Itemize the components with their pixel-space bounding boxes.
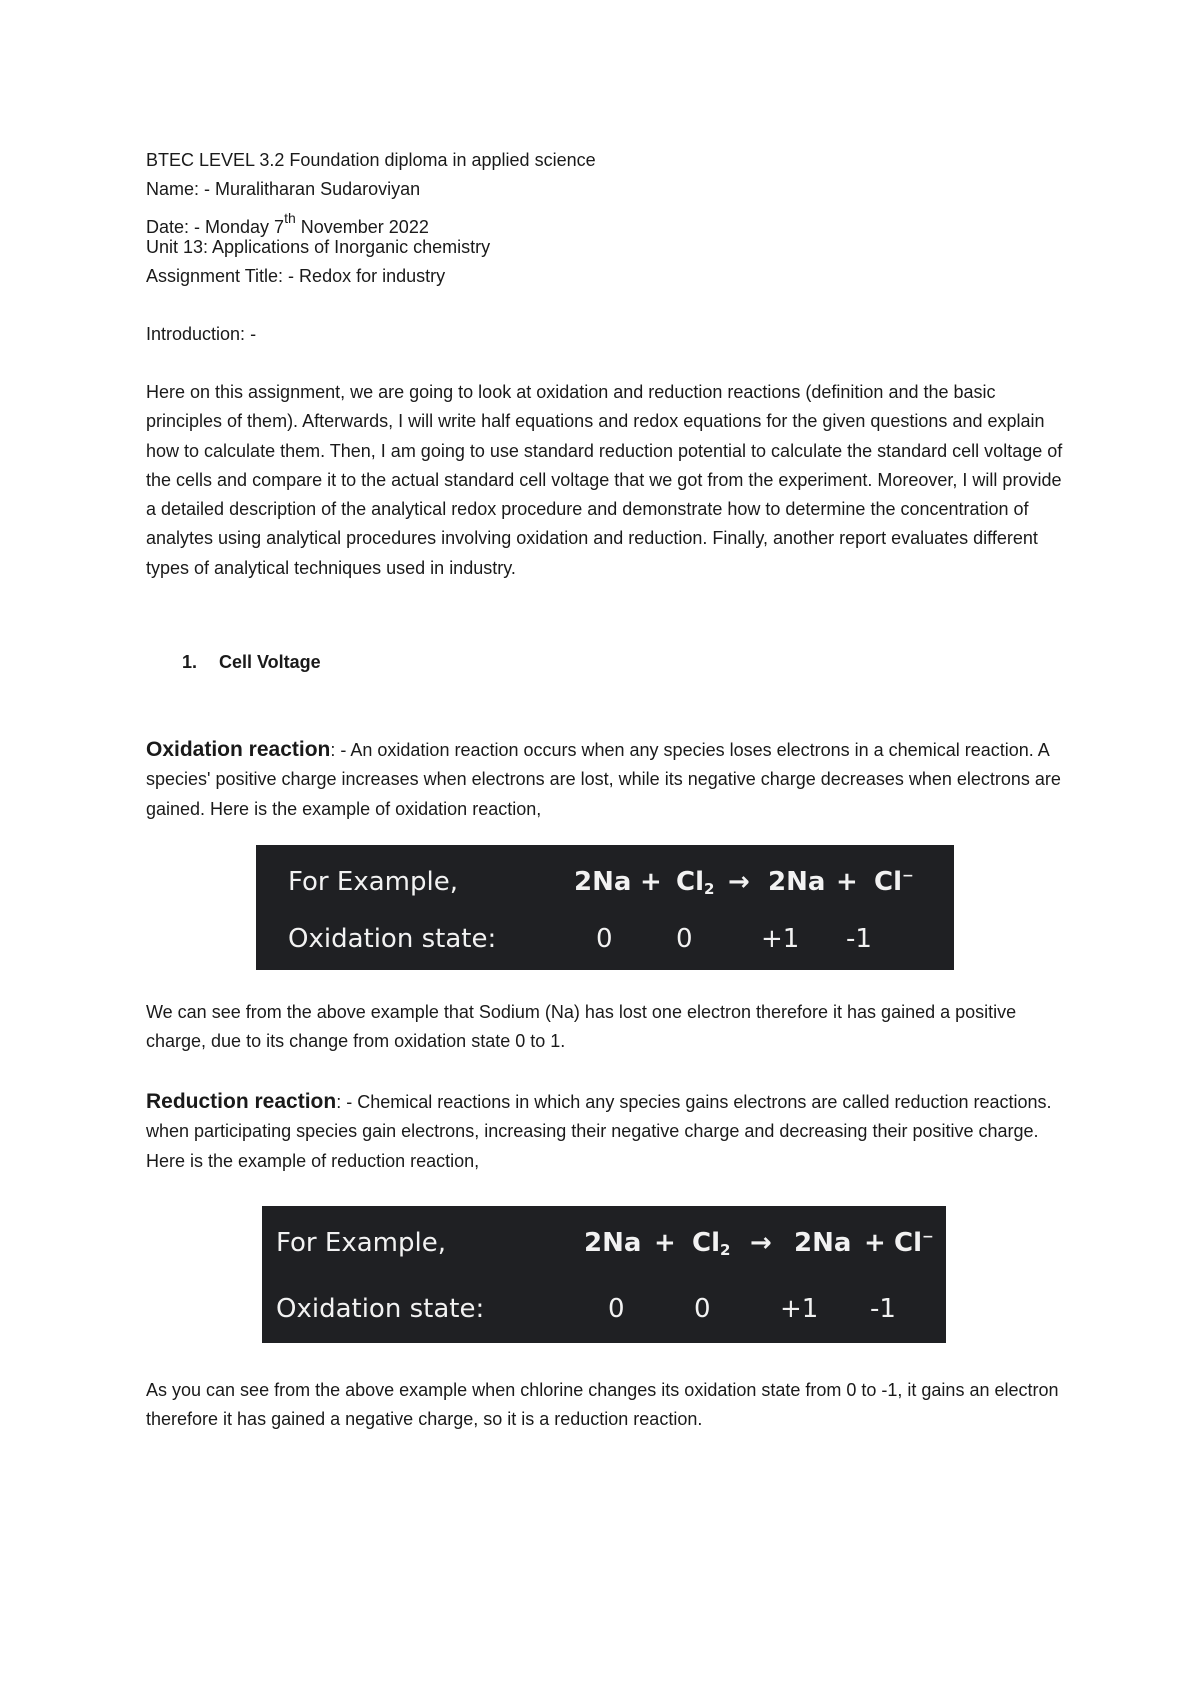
state-value: -1 xyxy=(870,1294,896,1324)
state-value: +1 xyxy=(780,1294,819,1324)
state-value: 0 xyxy=(596,924,613,954)
section-number: 1. xyxy=(182,652,198,672)
plus-sign: + xyxy=(640,867,662,897)
section-heading xyxy=(182,648,321,677)
oxidation-text: : - An oxidation reaction occurs when any species loses electrons in a chemical reaction. A species' positive charge increases when electrons are lost, while its negative charge decreases when electrons are gained. Here is the example of oxidation reaction, xyxy=(146,740,1061,819)
reactant-sodium: 2Na xyxy=(574,867,632,897)
intro-heading: Introduction: - xyxy=(146,324,257,344)
course-title: BTEC LEVEL 3.2 Foundation diploma in applied science xyxy=(146,150,596,170)
state-value: +1 xyxy=(761,924,800,954)
student-name xyxy=(146,175,420,204)
state-label: Oxidation state: xyxy=(288,924,497,954)
intro-paragraph xyxy=(146,378,1076,583)
state-value: 0 xyxy=(608,1294,625,1324)
unit-title: Unit 13: Applications of Inorganic chemistry xyxy=(146,237,491,257)
product-sodium: 2Na xyxy=(768,867,826,897)
product-sodium: 2Na xyxy=(794,1228,852,1258)
reduction-equation-image xyxy=(262,1206,946,1343)
oxidation-term: Oxidation reaction xyxy=(146,738,331,761)
reaction-arrow: → xyxy=(750,1228,772,1258)
date-label: Date: - Monday 7 xyxy=(146,217,285,237)
reduction-followup: As you can see from the above example when chlorine changes its oxidation state from 0 to -1, it gains an electron therefore it has gained a negative charge, so it is a reduction reaction. xyxy=(146,1380,1059,1430)
assignment-title: Assignment Title: - Redox for industry xyxy=(146,266,446,286)
name-value: Muralitharan Sudaroviyan xyxy=(215,179,421,199)
reactant-chlorine: $Cl_2$ xyxy=(692,1228,731,1259)
state-value: 0 xyxy=(676,924,693,954)
state-label: Oxidation state: xyxy=(276,1294,485,1324)
reduction-term: Reduction reaction xyxy=(146,1090,337,1113)
date-rest: November 2022 xyxy=(295,217,429,237)
section-title: Cell Voltage xyxy=(219,652,321,672)
oxidation-paragraph xyxy=(146,735,1076,824)
plus-sign: + xyxy=(836,867,858,897)
example-label: For Example, xyxy=(276,1228,446,1258)
oxidation-equation-image xyxy=(256,845,954,970)
product-chloride: Cl− xyxy=(874,867,914,897)
state-value: -1 xyxy=(846,924,872,954)
name-label: Name: - xyxy=(146,179,211,199)
oxidation-followup: We can see from the above example that Sodium (Na) has lost one electron therefore it has gained a positive charge, due to its change from oxidation state 0 to 1. xyxy=(146,1002,1017,1052)
reactant-sodium: 2Na xyxy=(584,1228,642,1258)
state-value: 0 xyxy=(694,1294,711,1324)
plus-sign: + xyxy=(654,1228,676,1258)
reduction-paragraph xyxy=(146,1087,1076,1176)
product-chloride: Cl− xyxy=(894,1228,934,1258)
intro-body: Here on this assignment, we are going to look at oxidation and reduction reactions (definition and the basic principles of them). Afterwards, I will write half equations and redox equations for the given questions and explain how to calculate them. Then, I am going to use standard reduction potential to calculate the standard cell voltage of the cells and compare it to the actual standard cell voltage that we got from the experiment. Moreover, I will provide a detailed description of the analytical redox procedure and demonstrate how to determine the concentration of analytes using analytical procedures involving oxidation and reduction. Finally, another report evaluates different types of analytical techniques used in industry. xyxy=(146,382,1063,578)
example-label: For Example, xyxy=(288,867,458,897)
reduction-text: : - Chemical reactions in which any species gains electrons are called reduction reactions. when participating species gain electrons, increasing their negative charge and decreasing their positive charge. Here is the example of reduction reaction, xyxy=(146,1092,1052,1171)
reaction-arrow: → xyxy=(728,867,750,897)
reactant-chlorine: $Cl_2$ xyxy=(676,867,715,898)
plus-sign: + xyxy=(864,1228,886,1258)
date-superscript: th xyxy=(284,210,296,226)
